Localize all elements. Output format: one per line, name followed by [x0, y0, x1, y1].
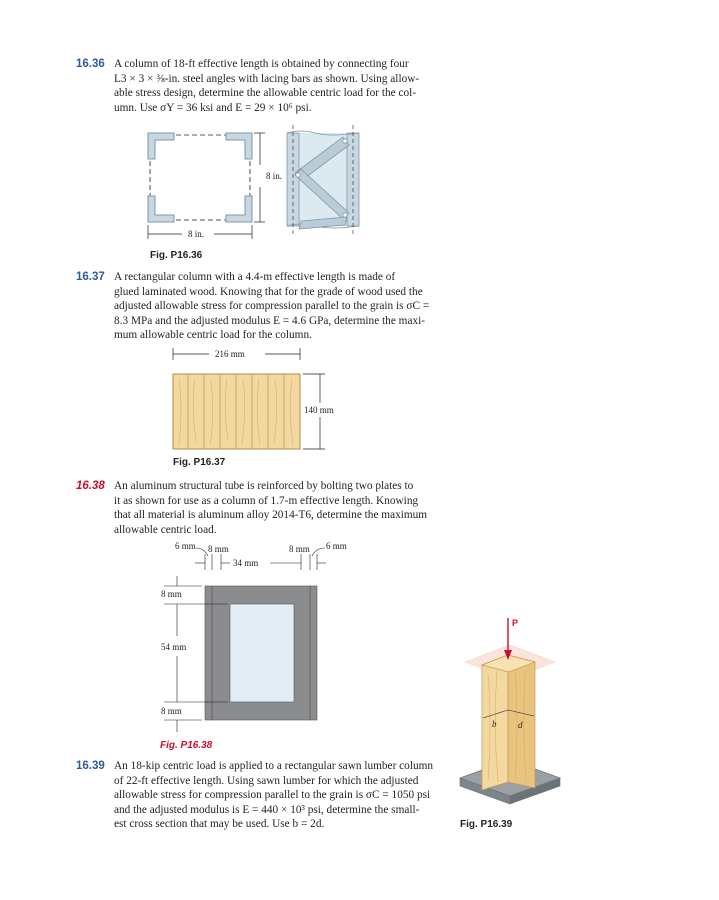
- dim-wall-right: 8 mm: [289, 544, 310, 554]
- problem-text: [114, 479, 446, 537]
- dim-wall-top: 8 mm: [161, 589, 182, 599]
- problem-line: A rectangular column with a 4.4-m effective length is made of: [114, 271, 396, 283]
- steel-angles: [148, 133, 252, 222]
- problem-line: A column of 18-ft effective length is obtained by connecting four: [114, 58, 409, 70]
- problem-number: 16.37: [76, 271, 105, 283]
- problem-line: mum allowable centric load for the column.: [114, 329, 312, 342]
- problem-line: An 18-kip centric load is applied to a rectangular sawn lumber column: [114, 760, 434, 772]
- dim-plate-left: 6 mm: [175, 541, 196, 551]
- problem-text: [114, 270, 446, 343]
- wood-column: [482, 655, 535, 790]
- dim-inner-width: 34 mm: [233, 558, 259, 568]
- problem-line: An aluminum structural tube is reinforced by bolting two plates to: [114, 480, 414, 492]
- dim-wall-left: 8 mm: [208, 544, 229, 554]
- figure-caption: Fig. P16.38: [160, 740, 213, 751]
- problem-text: [114, 57, 446, 115]
- dim-plate-right: 6 mm: [326, 541, 347, 551]
- dim-width-label: 8 in.: [188, 229, 205, 239]
- dim-d-label: d: [518, 720, 523, 730]
- dim-wall-bottom: 8 mm: [161, 706, 182, 716]
- dimension-height: [254, 133, 265, 222]
- dim-height-label: 140 mm: [304, 405, 334, 415]
- problem-number: 16.36: [76, 58, 105, 70]
- problem-line: est cross section that may be used. Use b = 2d.: [114, 818, 325, 831]
- aluminum-section: [205, 586, 317, 720]
- problem-number: 16.39: [76, 760, 105, 772]
- dim-inner-height: 54 mm: [161, 642, 187, 652]
- problem-line: it as shown for use as a column of 1.7-m effective length. Knowing: [114, 494, 419, 507]
- problem-text: [114, 759, 446, 832]
- problem-line: of 22-ft effective length. Using sawn lumber for which the adjusted: [114, 774, 419, 787]
- figure-p16-36: [140, 125, 380, 255]
- dim-height-label: 8 in.: [266, 171, 283, 181]
- problem-line: glued laminated wood. Knowing that for the grade of wood used the: [114, 285, 423, 298]
- lacing-outline: [150, 135, 250, 220]
- problem-line: 8.3 MPa and the adjusted modulus E = 4.6 GPa, determine the maxi-: [114, 314, 426, 327]
- figure-caption: Fig. P16.36: [150, 250, 203, 261]
- figure-p16-37: [165, 345, 365, 455]
- problem-line: allowable stress for compression parallel to the grain is σC = 1050 psi: [114, 789, 431, 802]
- load-label: P: [512, 618, 519, 628]
- problem-line: adjusted allowable stress for compression parallel to the grain is σC =: [114, 300, 430, 313]
- figure-p16-39: [455, 610, 565, 810]
- problem-line: L3 × 3 × ⅜-in. steel angles with lacing bars as shown. Using allow-: [114, 72, 420, 85]
- glulam-section: [173, 374, 300, 449]
- problem-line: umn. Use σY = 36 ksi and E = 29 × 10⁶ psi.: [114, 101, 312, 114]
- figure-caption: Fig. P16.39: [460, 819, 513, 830]
- problem-line: allowable centric load.: [114, 523, 217, 536]
- figure-caption: Fig. P16.37: [173, 457, 226, 468]
- problem-line: and the adjusted modulus is E = 440 × 10³ psi, determine the small-: [114, 803, 420, 816]
- lacing-elevation: [287, 125, 359, 235]
- figure-p16-38: [150, 540, 370, 760]
- problem-line: that all material is aluminum alloy 2014-T6, determine the maximum: [114, 509, 428, 522]
- dim-b-label: b: [492, 719, 497, 729]
- problem-number: 16.38: [76, 480, 105, 492]
- dim-width-label: 216 mm: [215, 349, 245, 359]
- problem-line: able stress design, determine the allowable centric load for the col-: [114, 87, 417, 100]
